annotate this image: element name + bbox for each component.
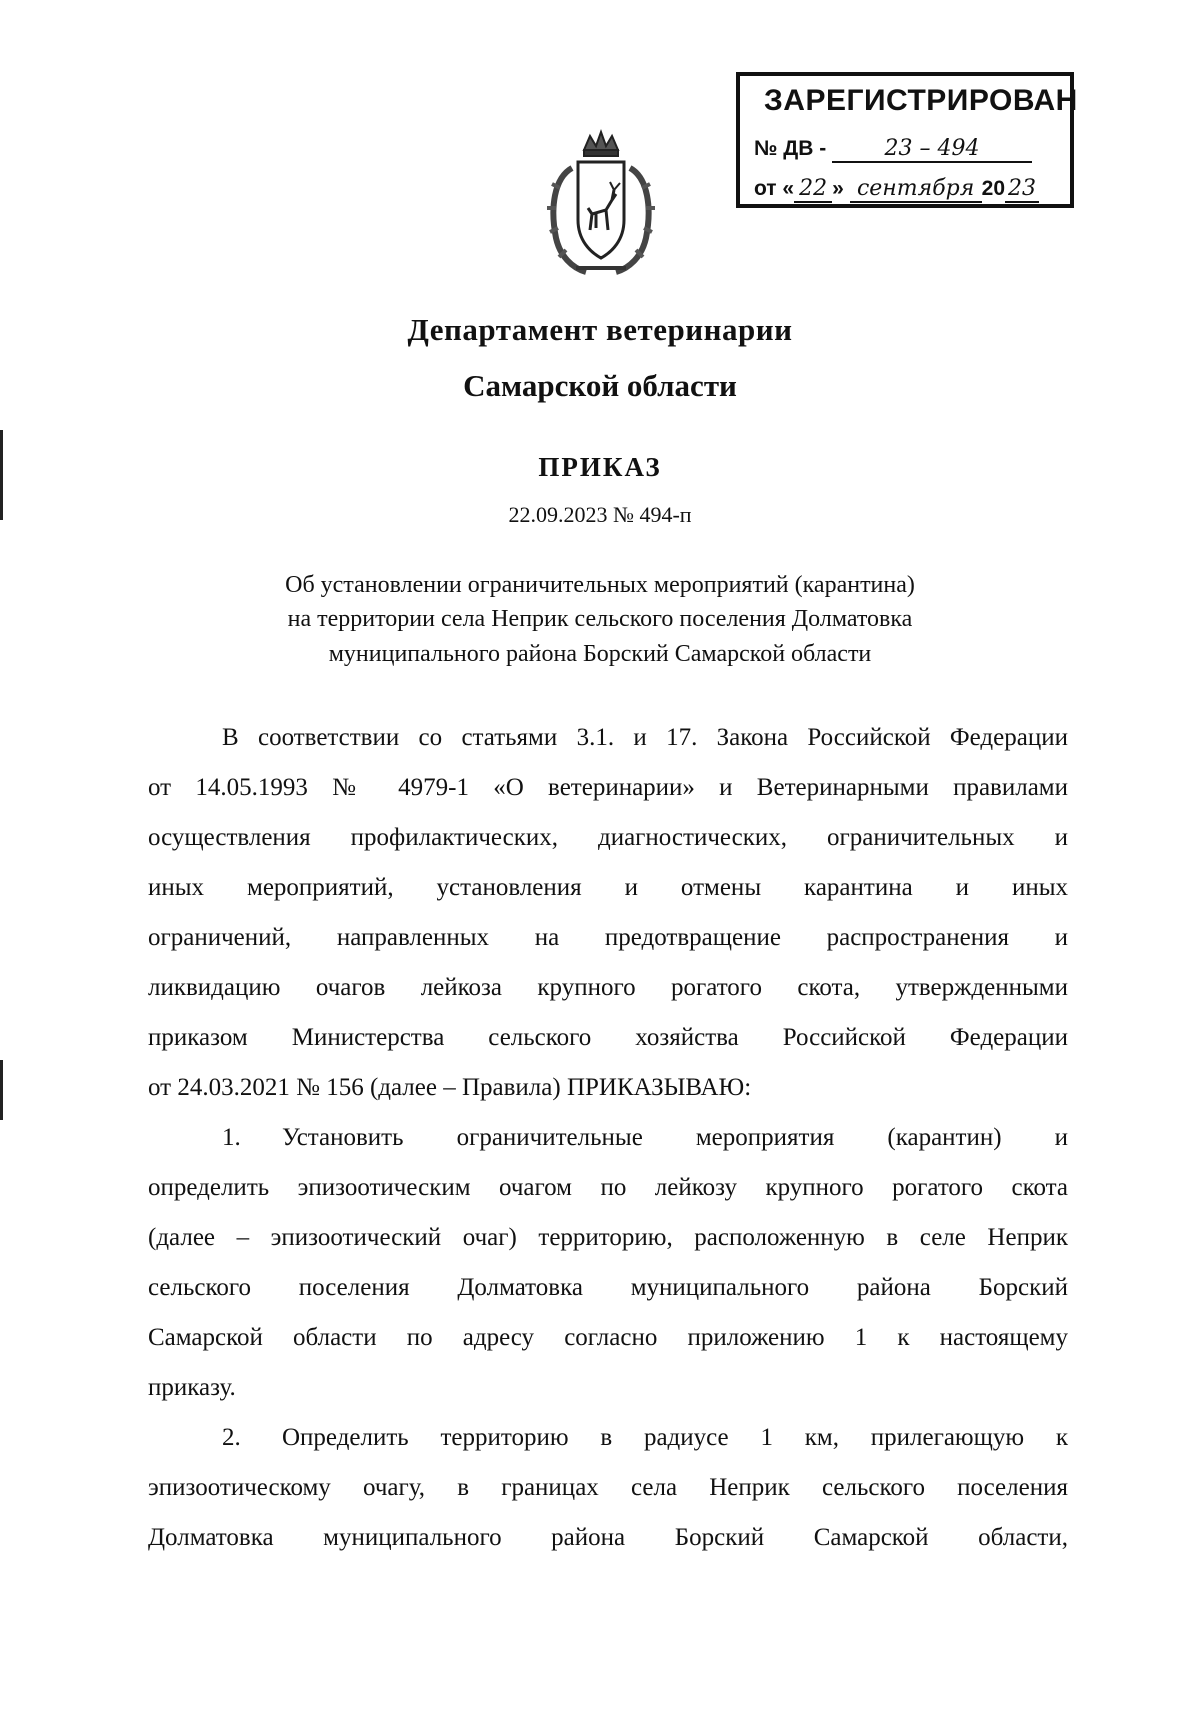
item-line: приказу. <box>148 1374 236 1401</box>
document-date-number: 22.09.2023 № 494-п <box>508 502 692 527</box>
stamp-date-mid: » <box>832 177 844 200</box>
preamble-line: приказом Министерства сельского хозяйства Российской Федерации <box>148 1024 1068 1051</box>
preamble-line: ликвидацию очагов лейкоза крупного рогатого скота, утвержденными <box>148 974 1068 1001</box>
item-line: Самарской области по адресу согласно приложению 1 к настоящему <box>148 1324 1068 1351</box>
item-number: 1. <box>222 1124 241 1151</box>
item-line: эпизоотическому очагу, в границах села Неприк сельского поселения <box>148 1474 1068 1501</box>
organization-line-2: Самарской области <box>463 368 737 403</box>
document-title-line: Об установлении ограничительных мероприятий (карантина) <box>285 572 915 598</box>
item-line: Долматовка муниципального района Борский Самарской области, <box>148 1524 1068 1551</box>
item-line: (далее – эпизоотический очаг) территорию, расположенную в селе Неприк <box>148 1224 1068 1251</box>
stamp-number-label: № ДВ - <box>754 137 827 160</box>
preamble-line: В соответствии со статьями 3.1. и 17. Закона Российской Федерации <box>222 724 1068 751</box>
stamp-date-prefix: от « <box>754 177 795 200</box>
document-title-line: на территории села Неприк сельского поселения Долматовка <box>287 606 913 632</box>
item-first-line: Определить территорию в радиусе 1 км, прилегающую к <box>282 1424 1068 1451</box>
document-type: ПРИКАЗ <box>538 452 662 482</box>
stamp-year-suffix: 23 <box>1005 176 1039 203</box>
stamp-number-row <box>754 136 1032 163</box>
preamble-line: от 24.03.2021 № 156 (далее – Правила) ПРИКАЗЫВАЮ: <box>148 1074 752 1101</box>
preamble-line: иных мероприятий, установления и отмены карантина и иных <box>148 874 1068 901</box>
organization-line-1: Департамент ветеринарии <box>407 312 793 347</box>
stamp-title: ЗАРЕГИСТРИРОВАН <box>764 84 1078 117</box>
preamble-line: осуществления профилактических, диагностических, ограничительных и <box>148 824 1068 851</box>
item-line: определить эпизоотическим очагом по лейкозу крупного рогатого скота <box>148 1174 1068 1201</box>
document-title-line: муниципального района Борский Самарской области <box>328 641 872 667</box>
samara-coat-of-arms-icon <box>542 128 660 278</box>
stamp-date-day: 22 <box>794 176 832 203</box>
registration-stamp <box>736 72 1078 208</box>
stamp-number-value: 23 – 494 <box>832 136 1032 163</box>
item-number: 2. <box>222 1424 241 1451</box>
preamble-line: от 14.05.1993 № 4979-1 «О ветеринарии» и Ветеринарными правилами <box>148 774 1068 801</box>
stamp-date-month: сентября <box>850 176 982 203</box>
stamp-year-prefix: 20 <box>981 177 1005 200</box>
item-line: сельского поселения Долматовка муниципального района Борский <box>148 1274 1068 1301</box>
preamble-line: ограничений, направленных на предотвращение распространения и <box>148 924 1068 951</box>
scan-edge-left-2 <box>0 1060 3 1120</box>
stamp-date-row <box>754 176 1039 203</box>
item-first-line: Установить ограничительные мероприятия (карантин) и <box>282 1124 1068 1151</box>
